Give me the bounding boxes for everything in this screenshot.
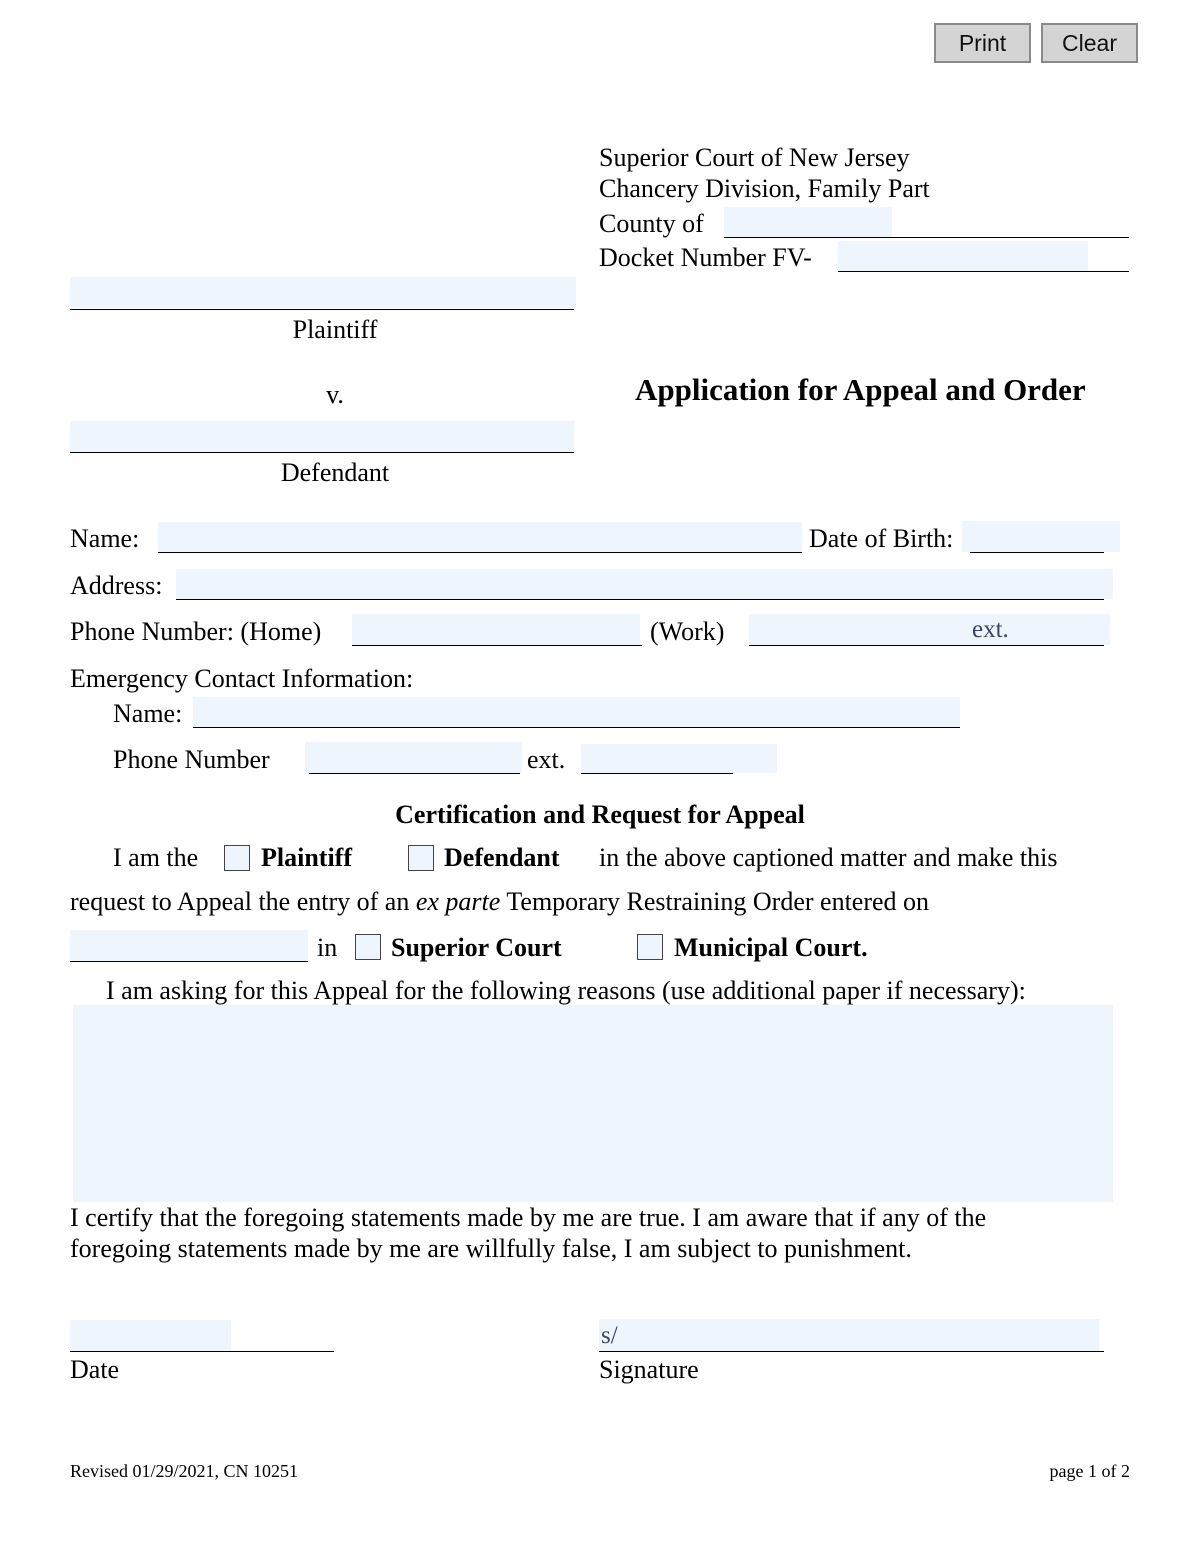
revision-note: Revised 01/29/2021, CN 10251 — [70, 1461, 298, 1481]
order-date-underline — [70, 961, 308, 962]
home-phone-label: Phone Number: (Home) — [70, 617, 322, 646]
name-label: Name: — [70, 524, 140, 553]
plaintiff-underline — [70, 309, 574, 310]
emergency-name-field[interactable] — [193, 697, 960, 727]
ex-parte-text: ex parte — [415, 887, 501, 916]
signature-prefill: s/ — [601, 1322, 618, 1349]
home-phone-field[interactable] — [352, 614, 640, 645]
print-button[interactable]: Print — [934, 23, 1031, 63]
address-field[interactable] — [176, 569, 1113, 599]
address-label: Address: — [70, 571, 163, 600]
work-phone-underline — [749, 645, 1104, 646]
signature-label: Signature — [599, 1355, 699, 1384]
defendant-option-label: Defendant — [444, 843, 560, 872]
emergency-ext-underline — [581, 773, 733, 774]
i-am-the-text: I am the — [113, 843, 199, 872]
municipal-court-label: Municipal Court. — [674, 933, 868, 962]
court-division: Chancery Division, Family Part — [599, 174, 930, 203]
order-date-field[interactable] — [70, 930, 308, 961]
name-field[interactable] — [158, 522, 802, 552]
dob-field[interactable] — [962, 521, 1120, 552]
page-title: Application for Appeal and Order — [635, 372, 1086, 407]
court-name: Superior Court of New Jersey — [599, 143, 910, 172]
date-label: Date — [70, 1355, 120, 1384]
request-text — [70, 887, 929, 917]
emergency-ext-label: ext. — [527, 745, 566, 774]
plaintiff-label: Plaintiff — [292, 315, 378, 344]
reasons-textarea[interactable] — [73, 1005, 1113, 1202]
request-text-a: request to Appeal the entry of an — [70, 887, 416, 916]
versus-text: v. — [326, 380, 344, 409]
work-ext-prefill: ext. — [972, 616, 1009, 643]
clear-button[interactable]: Clear — [1041, 23, 1138, 63]
emergency-ext-field[interactable] — [581, 744, 777, 773]
emergency-contact-label: Emergency Contact Information: — [70, 664, 414, 693]
reasons-label: I am asking for this Appeal for the following reasons (use additional paper if necessary): — [106, 976, 1026, 1005]
docket-underline — [838, 271, 1129, 272]
signature-date-underline — [70, 1351, 334, 1352]
county-underline — [724, 237, 1129, 238]
docket-label: Docket Number FV- — [599, 243, 812, 272]
dob-underline — [970, 552, 1104, 553]
emergency-name-label: Name: — [113, 699, 183, 728]
defendant-underline — [70, 452, 574, 453]
in-text: in — [317, 933, 338, 962]
superior-court-checkbox[interactable] — [355, 934, 381, 960]
plaintiff-name-field[interactable] — [70, 277, 576, 308]
certification-heading: Certification and Request for Appeal — [395, 800, 805, 829]
superior-court-label: Superior Court — [391, 933, 562, 962]
address-underline — [176, 599, 1104, 600]
municipal-court-checkbox[interactable] — [637, 934, 663, 960]
page-number: page 1 of 2 — [1049, 1461, 1130, 1481]
plaintiff-checkbox[interactable] — [224, 845, 250, 871]
name-underline — [158, 552, 802, 553]
captioned-matter-text: in the above captioned matter and make this — [599, 843, 1058, 872]
dob-label: Date of Birth: — [809, 524, 954, 553]
emergency-phone-underline — [309, 773, 520, 774]
home-phone-underline — [352, 645, 642, 646]
request-text-b: Temporary Restraining Order entered on — [500, 887, 930, 916]
certify-line-2: foregoing statements made by me are willfully false, I am subject to punishment. — [70, 1234, 912, 1263]
defendant-label: Defendant — [280, 458, 390, 487]
county-label: County of — [599, 209, 704, 238]
docket-number-field[interactable] — [838, 241, 1088, 271]
defendant-checkbox[interactable] — [408, 845, 434, 871]
work-phone-label: (Work) — [650, 617, 725, 646]
emergency-phone-field[interactable] — [305, 742, 522, 773]
certify-line-1: I certify that the foregoing statements made by me are true. I am aware that if any of the — [70, 1203, 987, 1232]
defendant-name-field[interactable] — [70, 421, 574, 452]
emergency-name-underline — [193, 727, 960, 728]
plaintiff-option-label: Plaintiff — [261, 843, 352, 872]
signature-field[interactable] — [599, 1319, 1099, 1351]
emergency-phone-label: Phone Number — [113, 745, 270, 774]
signature-underline — [599, 1351, 1104, 1352]
signature-date-field[interactable] — [70, 1320, 231, 1351]
county-field[interactable] — [724, 207, 892, 237]
work-phone-field[interactable] — [749, 614, 1110, 645]
